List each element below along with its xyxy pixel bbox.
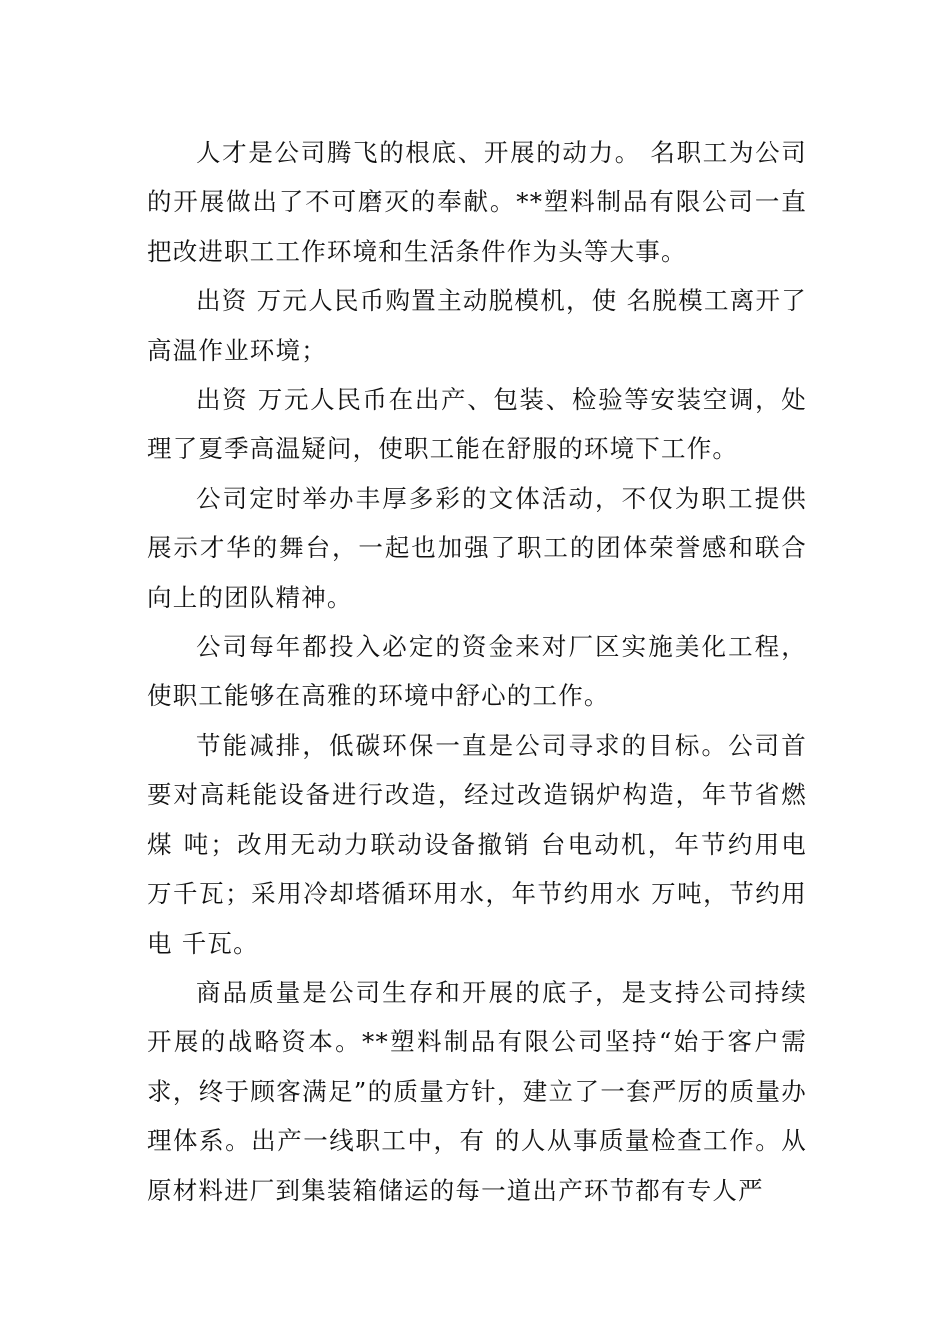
paragraph-quality: 商品质量是公司生存和开展的底子，是支持公司持续开展的战略资本。**塑料制品有限公司坚持“始于客户需求，终于顾客满足”的质量方针，建立了一套严厉的质量办理体系。出产一线职工中，有 的人从事质量检查工作。从原材料进厂到集装箱储运的每一道出产环节都有专人严	[147, 977, 807, 1205]
paragraph-talent: 人才是公司腾飞的根底、开展的动力。 名职工为公司的开展做出了不可磨灭的奉献。**塑料制品有限公司一直把改进职工工作环境和生活条件作为头等大事。	[147, 138, 807, 266]
paragraph-air-conditioning: 出资 万元人民币在出产、包装、检验等安装空调，处理了夏季高温疑问，使职工能在舒服的环境下工作。	[147, 385, 807, 464]
paragraph-cultural-activities: 公司定时举办丰厚多彩的文体活动，不仅为职工提供展示才华的舞台，一起也加强了职工的团体荣誉感和联合向上的团队精神。	[147, 483, 807, 612]
paragraph-demolding-machine: 出资 万元人民币购置主动脱模机，使 名脱模工离开了高温作业环境；	[147, 286, 807, 365]
paragraph-beautification: 公司每年都投入必定的资金来对厂区实施美化工程，使职工能够在高雅的环境中舒心的工作。	[147, 632, 807, 711]
document-body	[147, 128, 807, 1215]
paragraph-energy-saving: 节能减排，低碳环保一直是公司寻求的目标。公司首要对高耗能设备进行改造，经过改造锅炉构造，年节省燃煤 吨；改用无动力联动设备撤销 台电动机，年节约用电 万千瓦；采用冷却塔循环用水，年节约用水 万吨，节约用电 千瓦。	[147, 730, 807, 958]
